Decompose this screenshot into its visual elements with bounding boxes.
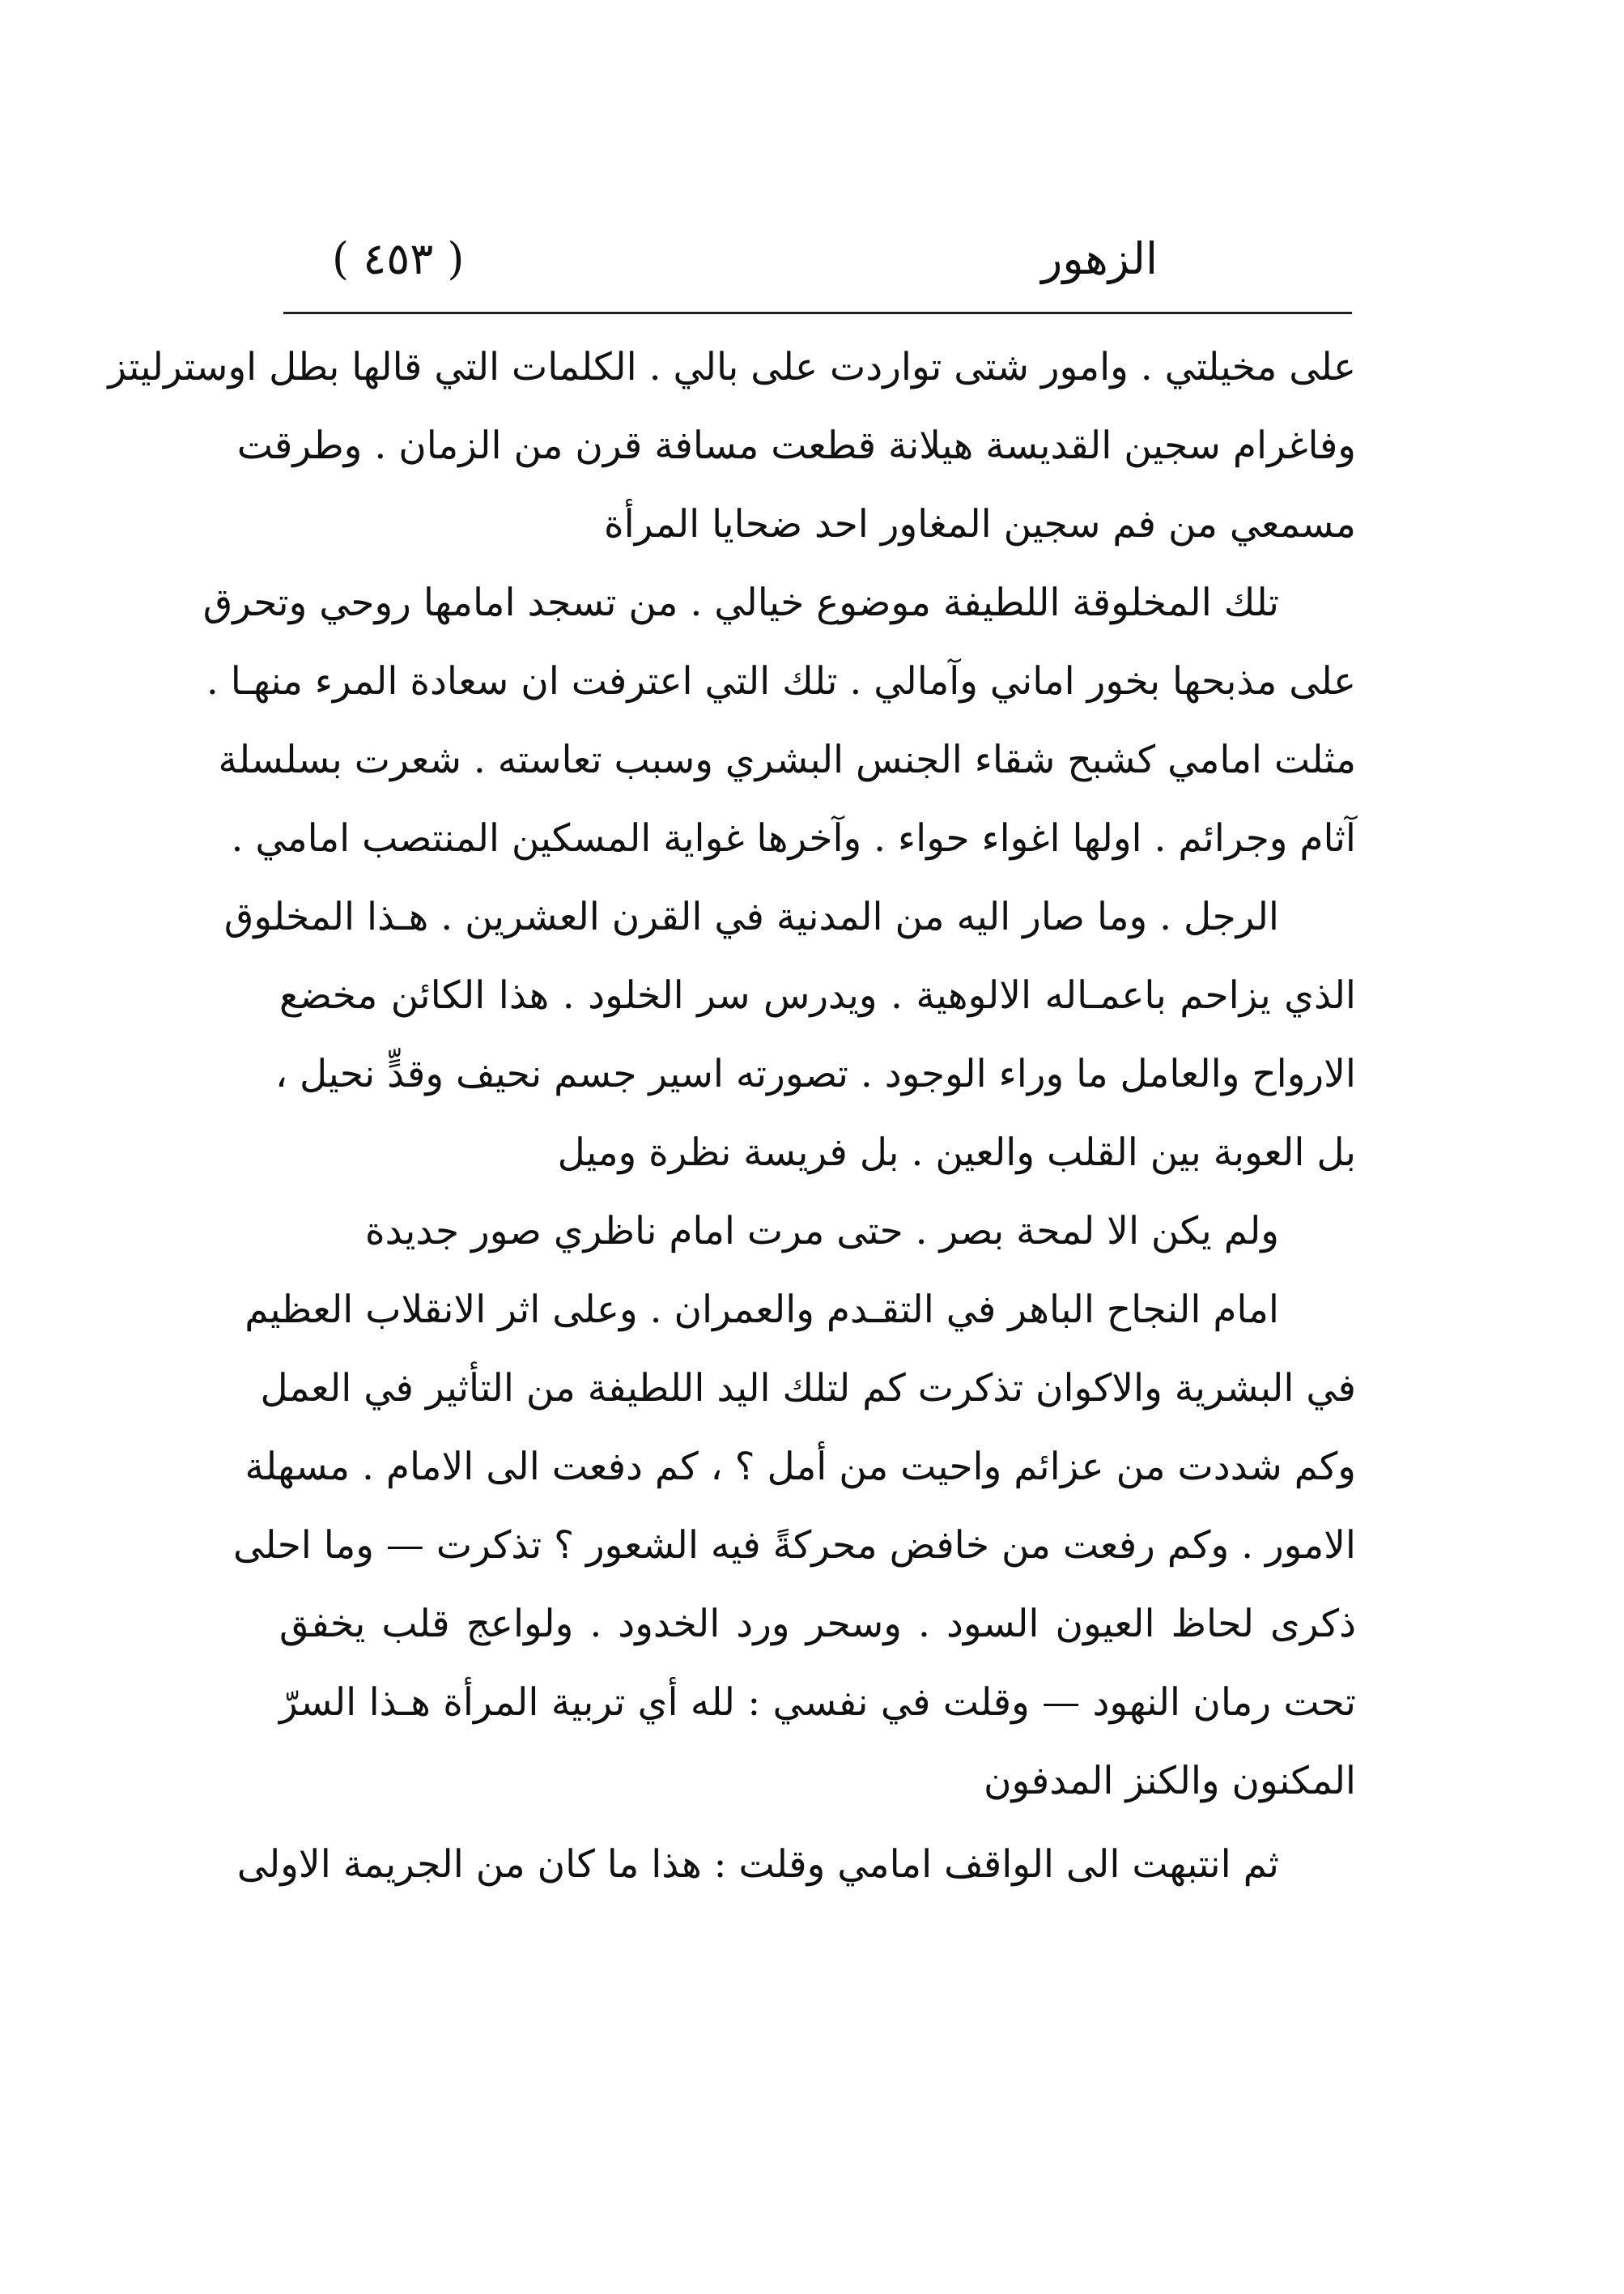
text-line: امام النجاح الباهر في التقـدم والعمران . وعلى اثر الانقلاب العظيم xyxy=(244,1287,1279,1332)
paragraph xyxy=(279,1192,1356,1270)
text-line: آثام وجرائم . اولها اغواء حواء . وآخرها غواية المسكين المنتصب امامي . xyxy=(231,816,1356,861)
text-line: ولم يكن الا لمحة بصر . حتى مرت امام ناظري صور جديدة xyxy=(365,1209,1279,1253)
text-line: الرجل . وما صار اليه من المدنية في القرن العشرين . هـذا المخلوق xyxy=(223,895,1279,939)
paragraph xyxy=(108,328,1356,564)
text-line: الارواح والعامل ما وراء الوجود . تصورته اسير جسم نحيف وقدٍّ نحيل ، xyxy=(274,1052,1356,1096)
paragraph xyxy=(223,878,1356,1192)
page-number: ( ٤٥٣ ) xyxy=(332,233,465,284)
header-rule xyxy=(283,312,1352,314)
text-line: المكنون والكنز المدفون xyxy=(984,1759,1356,1803)
text-line: على مذبحها بخور اماني وآمالي . تلك التي اعترفت ان سعادة المرء منهـا . xyxy=(206,659,1356,704)
text-line: في البشرية والاكوان تذكرت كم لتلك اليد اللطيفة من التأثير في العمل xyxy=(260,1366,1356,1411)
text-line: وكم شددت من عزائم واحيت من أمل ؟ ، كم دفعت الى الامام . مسهلة xyxy=(244,1445,1356,1489)
text-line: ثم انتبهت الى الواقف امامي وقلت : هذا ما كان من الجريمة الاولى xyxy=(236,1842,1279,1887)
paragraph xyxy=(232,1270,1356,1820)
text-line: ذكرى لحاظ العيون السود . وسحر ورد الخدود . ولواعج قلب يخفق xyxy=(279,1602,1356,1646)
text-line: الامور . وكم رفعت من خافض محركةً فيه الشعور ؟ تذكرت — وما احلى xyxy=(232,1523,1356,1568)
paragraph xyxy=(202,564,1356,878)
page-header xyxy=(283,231,1352,296)
paragraph xyxy=(236,1825,1356,1904)
text-line: تلك المخلوقة اللطيفة موضوع خيالي . من تسجد امامها روحي وتحرق xyxy=(202,581,1279,625)
body-text xyxy=(108,328,1356,1904)
text-line: تحت رمان النهود — وقلت في نفسي : لله أي تربية المرأة هـذا السرّ xyxy=(279,1680,1356,1725)
running-title: الزهور xyxy=(1041,233,1158,284)
text-line: مسمعي من فم سجين المغاور احد ضحايا المرأة xyxy=(604,502,1356,547)
text-line: وفاغرام سجين القديسة هيلانة قطعت مسافة قرن من الزمان . وطرقت xyxy=(236,423,1356,468)
text-line: بل العوبة بين القلب والعين . بل فريسة نظرة وميل xyxy=(557,1130,1356,1175)
text-line: مثلت امامي كشبح شقاء الجنس البشري وسبب تعاسته . شعرت بسلسلة xyxy=(218,738,1356,782)
text-line: على مخيلتي . وامور شتى تواردت على بالي . الكلمات التي قالها بطل اوسترليتز xyxy=(108,345,1356,389)
text-line: الذي يزاحم باعمـاله الالوهية . ويدرس سر الخلود . هذا الكائن مخضع xyxy=(279,973,1356,1018)
